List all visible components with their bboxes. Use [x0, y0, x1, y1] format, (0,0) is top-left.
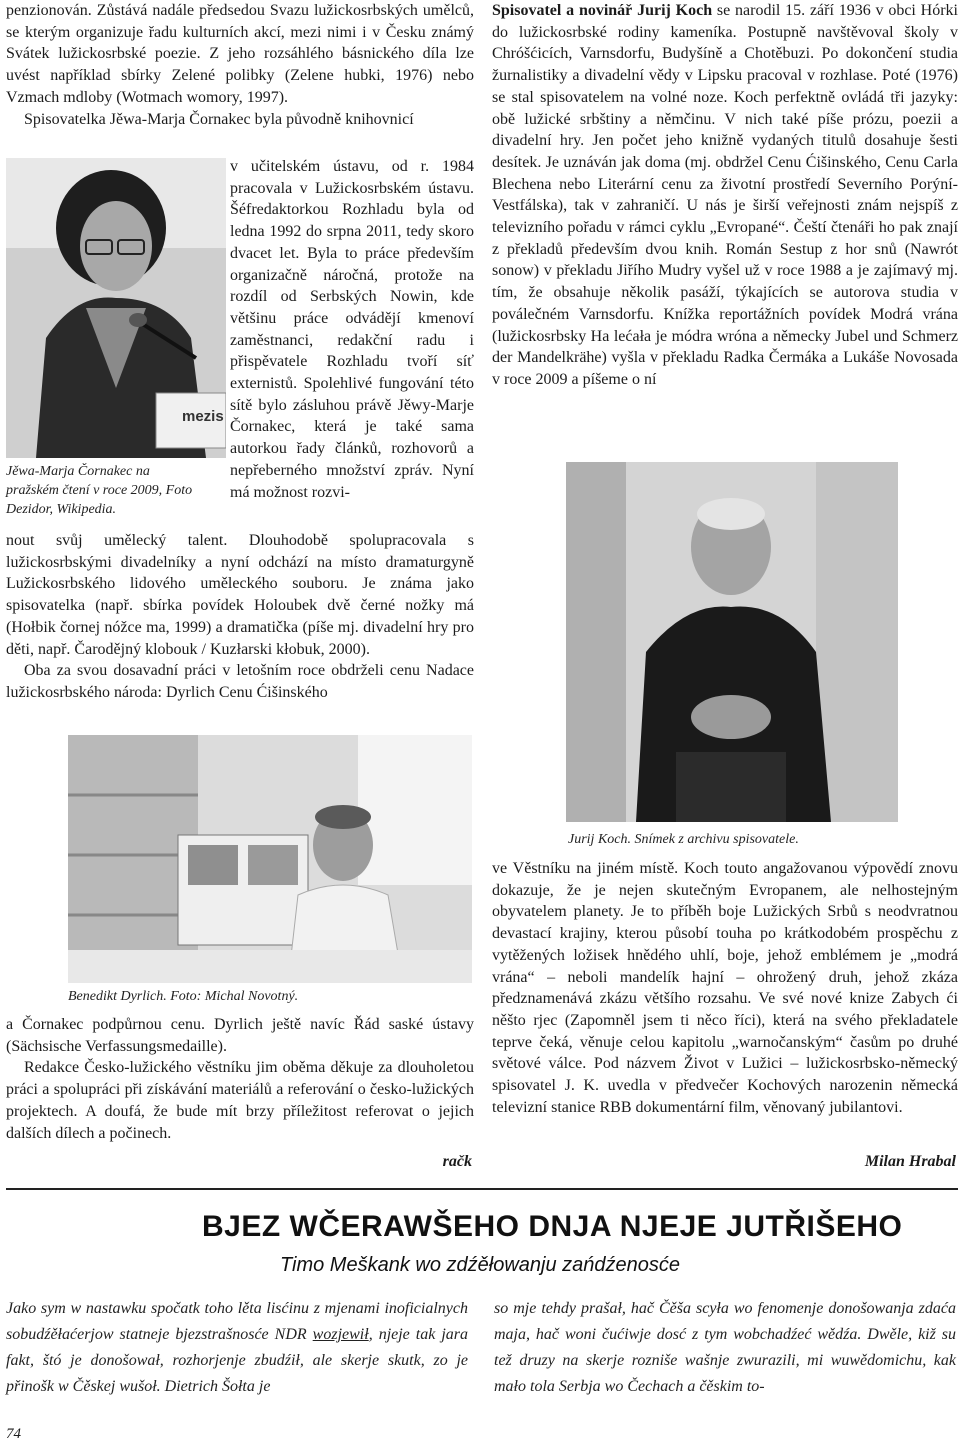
photo-dyrlich — [68, 735, 472, 983]
article2-right-column: so mje tehdy prašał, hač Čěša scyła wo fenomenje donošowanja zdaća maja, hač woni čućiwje dosć z tym wobchadźeć wědźa. Dwěle, kiž su tež druzy na skerje rozniše wašnje zwurazili, mi wuwědomichu, kak mało tola Serbja wo Čechach a čěskim to- — [494, 1300, 956, 1395]
photo-caption-koch: Jurij Koch. Snímek z archivu spisovatele. — [568, 832, 799, 847]
paragraph: Redakce Česko-lužického věstníku jim oběma děkuje za dlouholetou práci a spolupráci při získávání materiálů a referování o česko-lužických projektech. A doufá, že bude mít brzy příležitost referovat o jejich dalších dílech a počinech. — [6, 1059, 474, 1142]
article2-left-column — [6, 1296, 468, 1400]
paragraph-start: Jako sym w nastawku spočatk toho lěta lisćinu z mjenami inoficialnych sobudźěłaćerjow statneje bjezstrašnosće NDR — [6, 1300, 468, 1343]
paragraph-end: , njeje tak jara fakt, štó je donošował, rozhorjenje zbudźił, ale skerje skutk, zo je přinošk w Čěskej wušoł. Dietrich Šołta je — [6, 1326, 469, 1395]
man-reading-newspaper-illustration — [68, 735, 472, 983]
left-column-bottom — [6, 1014, 474, 1144]
photo-caption-dyrlich: Benedikt Dyrlich. Foto: Michal Novotný. — [68, 989, 299, 1004]
right-column-top — [492, 0, 958, 391]
left-column-top — [6, 0, 474, 130]
paragraph: Spisovatelka Jěwa-Marja Čornakec byla původně knihovnicí — [24, 110, 414, 128]
paragraph: se narodil 15. září 1936 v obci Hórki do lužickosrbské rodiny kameníka. Postupně navštěvoval školy v Chróšćicích, Varnsdorfu, Budyšíně a Chotěbuzi. Po dokončení studia žurnalistiky a divadelní vědy v Lipsku pracoval v rozhlase. Poté (1976) se stal spisovatelem na volné noze. Koch perfektně ovládá tři jazyky: obě lužické srbštiny a němčinu. V nich také píše prózu, poezii a divadelní hry. Jen počet jeho knižně vydaných titulů dosahuje šesti desítek. Je uznáván jak doma (mj. obdržel Cenu Ćišinského, Cenu Carla Blechena nebo Literární cenu za životní prostředí Severního Porýní-Vestfálska), tak v zahraničí. U nás je širší veřejnosti znám nejspíš z televizního pořadu v rámci cyklu „Evropané“. Čeští čtenáři ho pak znají z překladů především dvou knih. Román Sestup z hor snů (Nawrót sonow) v překladu Jiřího Mudry vyšel už v roce 1988 a je zajímavý mj. tím, že obsahuje několik pasáží, týkajících se autorova studia v poválečném Varnsdorfu. Knížka reportážních povídek Modrá vrána (lužickosrbsky Ha lećała je módra wróna a německy Jubel und Schmerz der Mandelkrähe) vyšla v překladu Radka Čermáka a Lukáše Novosada v roce 2009 a píšeme o ní — [492, 2, 959, 388]
article-subtitle: Timo Meškank wo zdźěłowanju zańdźenosće — [279, 1254, 681, 1276]
left-column-side-text — [230, 156, 474, 503]
lead-bold: Spisovatel a novinář Jurij Koch — [492, 2, 713, 19]
signature-right: Milan Hrabal — [864, 1153, 956, 1170]
paragraph: v učitelském ústavu, od r. 1984 pracovala v Lužickosrbském ústavu. Šéfredaktorkou Rozhladu byla od ledna 1992 do srpna 2011, tedy skoro dvacet let. Byla to práce především organizačně náročná, protože na rozdíl od Serbských Nowin, kde většinu práce odvádějí kmenoví zaměstnanci, redakční radu i přispěvatele Rozhladu tvoří síť externistů. Spolehlivé fungování této sítě bylo zásluhou právě Jěwy-Marje Čornakec, která je také sama autorkou řady článků, rozhovorů a nepřeberného množství zpráv. Nyní má možnost rozvi- — [230, 158, 474, 501]
photo-koch — [566, 462, 898, 822]
article-headline: BJEZ WČERAWŠEHO DNJA NJEJE JUTŘIŠEHO — [202, 1210, 903, 1243]
paragraph: penzionován. Zůstává nadále předsedou Svazu lužickosrbských umělců, se kterým organizuje řadu kulturních akcí, mezi nimi i v Česku známý Svátek lužickosrbské poezie. Z jeho rozsáhlého básnického díla lze uvést například sbírky Zelené polibky (Zelene hubki, 1976) nebo Vzmach mdloby (Wotmach womory, 1997). — [6, 2, 474, 106]
paragraph: ve Věstníku na jiném místě. Koch touto angažovanou výpovědí znovu dokazuje, že je nejen skutečným Evropanem, ale nelhostejným obyvatelem planety. Je to příběh boje Lužických Srbů s neodvratnou devastací krajiny, kterou působí touha po krátkodobém prospěchu z vytěžených ložisek hnědého uhlí, boje, jehož emblémem je „modrá vrána“ – neboli mandelík hajní – ohrožený druh, jehož zkáza předznamenává zkázu většího rozsahu. Ve své nové knize Zabych ći něšto rjec (Zapomněl jsem ti něco říci), která na svého překladatele teprve čeká, věnuje celou kapitolu „warnočanským“ časům po druhé světové válce. Pod názvem Život v Lužici – lužickosrbsko-německý spisovatel J. K. uvedla v předvečer Kochových narozenin německá televizní stanice RBB dokumentární film, věnovaný jubilantovi. — [492, 860, 958, 1116]
right-column-bottom — [492, 858, 958, 1118]
page-number: 74 — [6, 1426, 21, 1442]
photo-caption-cornakec: Jěwa-Marja Čornakec na pražském čtení v roce 2009, Foto Dezidor, Wikipedia. — [6, 464, 193, 517]
book-cover-text: mezis — [182, 408, 224, 425]
paragraph: nout svůj umělecký talent. Dlouhodobě spolupracovala s lužickosrbskými divadelníky a nyní odchází na místo dramaturgyně Lužickosrbského lidového uměleckého souboru. Je známa jako spisovatelka (např. sbírka povídek Holoubek dvě černé nožky má (Hołbik čornej nóžce ma, 1999) a dramatička (píše mj. divadelní hry pro děti, např. Čarodějný klobouk / Kuzłarski kłobuk, 2000). — [6, 532, 474, 658]
section-divider — [6, 1188, 958, 1190]
left-column-continuation — [6, 530, 474, 704]
paragraph: Oba za svou dosavadní práci v letošním roce obdrželi cenu Nadace lužickosrbského národa: Dyrlich Cenu Ćišinského — [6, 662, 474, 701]
seated-man-portrait-illustration — [566, 462, 898, 822]
photo-cornakec — [6, 158, 226, 458]
wozjewil-link[interactable]: wozjewił — [312, 1326, 369, 1343]
paragraph: a Čornakec podpůrnou cenu. Dyrlich ještě navíc Řád saské ústavy (Sächsische Verfassungsmedaille). — [6, 1016, 474, 1055]
signature-left: račk — [442, 1153, 472, 1170]
